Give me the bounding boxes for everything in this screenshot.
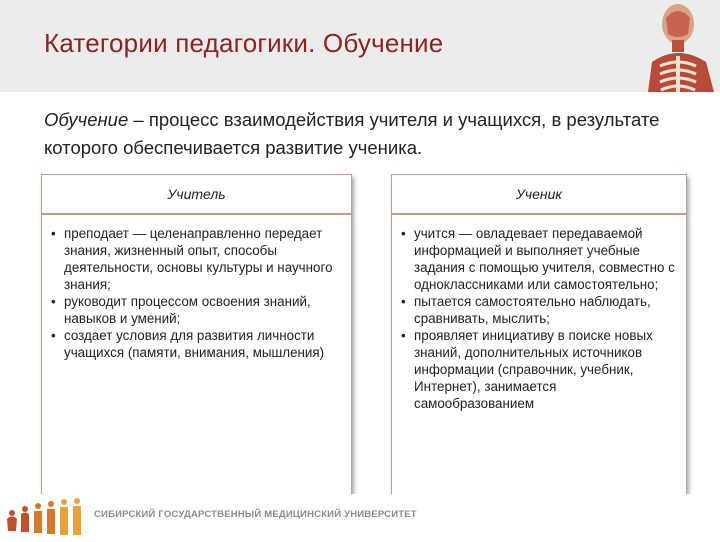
list-item: • создает условия для развития личности учащихся (памяти, внимания, мышления) bbox=[51, 327, 343, 361]
list-item: • проявляет инициативу в поиске новых знаний, дополнительных источников информации (справочник, учебник, Интернет), занимается самообразованием bbox=[401, 327, 678, 412]
anatomy-figure-icon bbox=[630, 0, 720, 92]
definition-term: Обучение bbox=[44, 109, 129, 130]
slide-header bbox=[0, 0, 720, 92]
teacher-list bbox=[42, 215, 351, 361]
university-name: СИБИРСКИЙ ГОСУДАРСТВЕННЫЙ МЕДИЦИНСКИЙ УНИВЕРСИТЕТ bbox=[94, 509, 417, 520]
definition-body: – процесс взаимодействия учителя и учащихся, в результате которого обеспечивается развитие ученика. bbox=[44, 109, 660, 158]
human-evolution-icon bbox=[4, 497, 86, 537]
student-column-heading bbox=[391, 174, 687, 214]
slide-title: Категории педагогики. Обучение bbox=[44, 28, 444, 58]
list-item: • руководит процессом освоения знаний, навыков и умений; bbox=[51, 293, 343, 327]
student-column-box bbox=[391, 214, 687, 500]
teacher-column-box bbox=[41, 214, 352, 500]
student-list bbox=[392, 215, 686, 412]
list-item: • преподает — целенаправленно передает знания, жизненный опыт, способы деятельности, основы культуры и научного знания; bbox=[51, 225, 343, 293]
list-item: • пытается самостоятельно наблюдать, сравнивать, мыслить; bbox=[401, 293, 678, 327]
student-heading-label: Ученик bbox=[515, 186, 563, 202]
list-item: • учится — овладевает передаваемой информацией и выполняет учебные задания с помощью учителя, совместно с одноклассниками или самостоятельно; bbox=[401, 225, 678, 293]
teacher-column-heading bbox=[41, 174, 352, 214]
definition-text bbox=[44, 106, 684, 162]
teacher-heading-label: Учитель bbox=[167, 186, 226, 202]
